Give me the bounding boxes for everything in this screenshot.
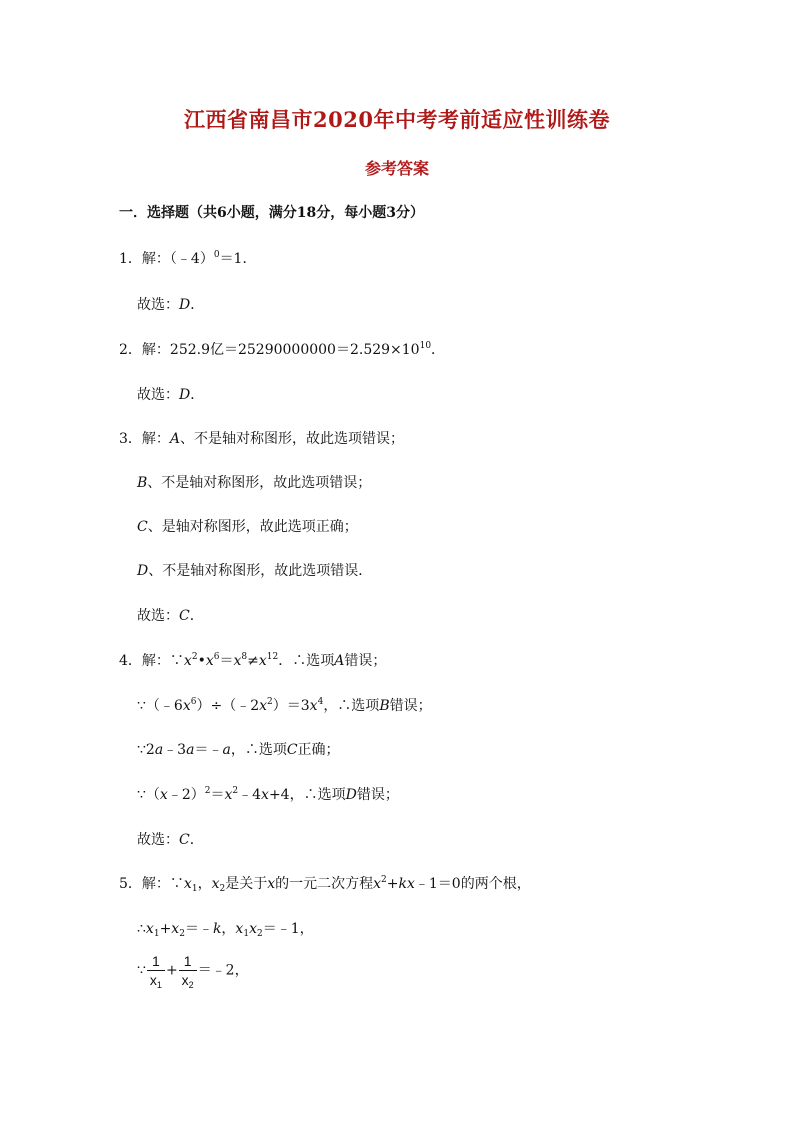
q3-line-a: 3．解：A、不是轴对称图形，故此选项错误；	[119, 431, 405, 447]
q5-line-2: $\therefore x_1+x_2=﹣k$，$x_1x_2=﹣1$，	[137, 921, 314, 939]
fraction-1-over-x2: $\frac{1}{x_2}$	[179, 952, 197, 989]
q2-solution: 2．解：252.9亿$=25290000000=2.529\times 10^{10}$．	[119, 341, 446, 358]
document-title: 江西省南昌市2020年中考考前适应性训练卷	[184, 107, 610, 132]
q4-line-4: $\because(x﹣2)^2=x^2﹣4x+4$，∴选项D错误；	[137, 786, 399, 803]
q3-answer: 故选：C．	[137, 608, 204, 624]
q4-line-3: ∵2a﹣3a＝﹣a，∴选项C正确；	[137, 742, 340, 758]
document-subtitle: 参考答案	[364, 159, 429, 178]
fraction-1-over-x1: $\frac{1}{x_1}$	[147, 952, 165, 989]
q5-line-3: ∵ $\frac{1}{x_1}$ + $\frac{1}{x_2}$ ＝﹣2，	[137, 953, 249, 990]
q4-line-1: 4．解：$\because x^2•x^6=x^8\ne x^{12}$．∴选项A错误；	[119, 652, 387, 669]
section-heading: 一．选择题（共6小题，满分18分，每小题3分）	[119, 205, 424, 221]
q1-solution: 1．解：（﹣4）$^0$＝1．	[119, 250, 257, 267]
q5-line-1: 5．解：$\because x_1$，$x_2$是关于x的一元二次方程$x^2+kx﹣1=0$的两个根，	[119, 875, 531, 894]
q2-answer: 故选：D．	[137, 387, 205, 403]
q3-line-c: C、是轴对称图形，故此选项正确；	[137, 519, 358, 535]
q1-answer: 故选：D．	[137, 297, 205, 313]
q4-answer: 故选：C．	[137, 832, 204, 848]
q3-line-b: B、不是轴对称图形，故此选项错误；	[137, 475, 372, 491]
q4-line-2: $\because(﹣6x^6)\div(﹣2x^2)=3x^4$，∴选项B错误；	[137, 697, 432, 714]
q3-line-d: D、不是轴对称图形，故此选项错误．	[137, 563, 373, 579]
